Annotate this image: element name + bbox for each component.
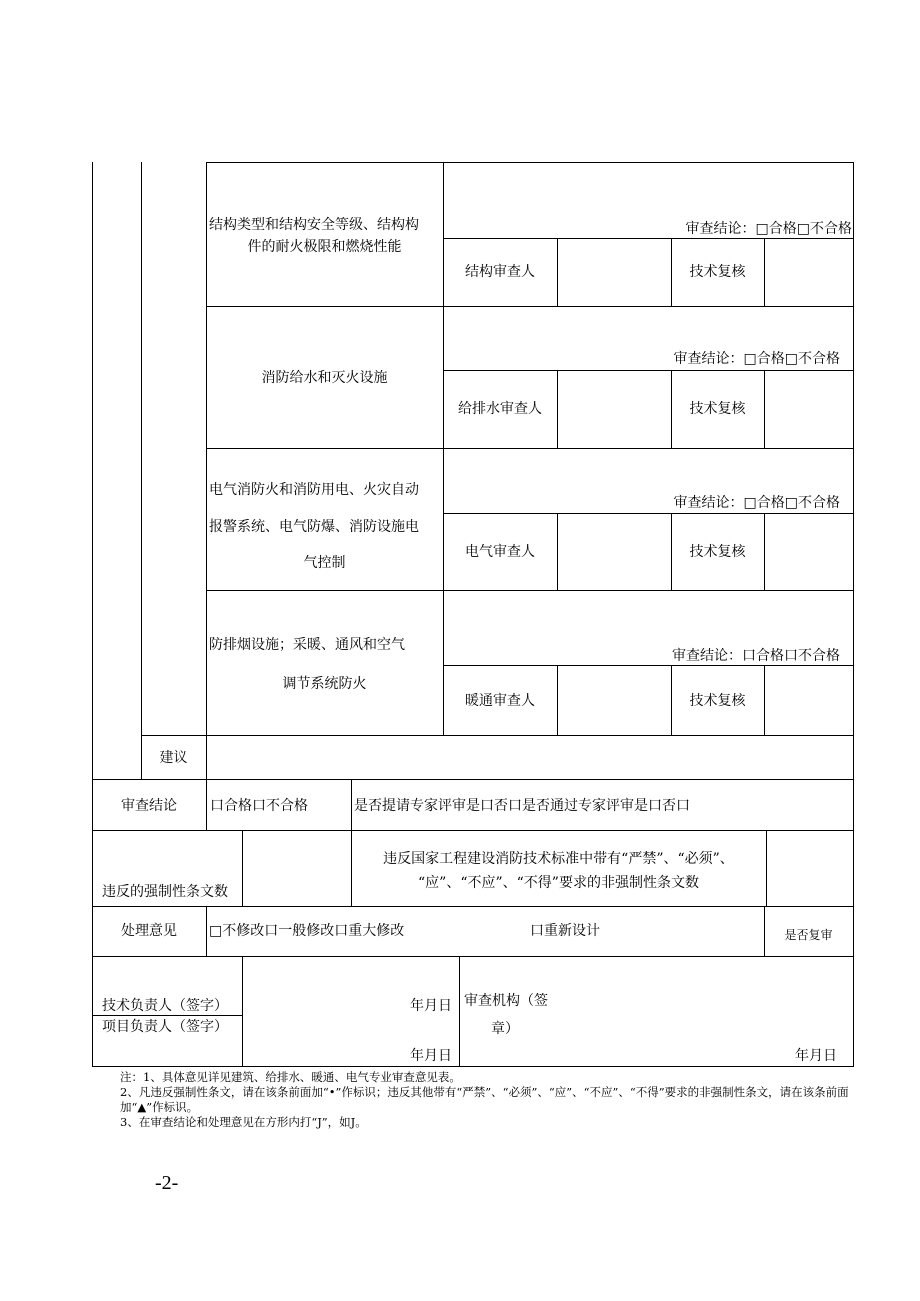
item-label: 消防给水和灭火设施 <box>261 370 388 386</box>
reviewer-label: 电气审查人 <box>465 544 535 560</box>
expert-review-options[interactable]: 是否提请专家评审是口否口是否通过专家评审是口否口 <box>354 798 690 814</box>
mandatory-violations-label: 违反的强制性条文数 <box>102 884 228 900</box>
tech-lead-signature-label: 技术负责人（签字） <box>102 998 228 1014</box>
item-label: 报警系统、电气防爆、消防设施电 <box>209 519 419 535</box>
note-item: 2、凡违反强制性条文，请在该条前面加“•”作标识；违反其他带有“严禁”、“必须”、“应”、“不应”、“不得”要求的非强制性条文，请在该条前面加“▲”作标识。 <box>120 1085 849 1114</box>
conclusion-text[interactable]: 审查结论：口合格口不合格 <box>672 648 840 664</box>
agency-seal-label: 审查机构（签 <box>464 993 548 1009</box>
note-item: 注：1、具体意见详见建筑、给排水、暖通、电气专业审查意见表。 <box>120 1070 461 1084</box>
agency-seal-label: 章） <box>491 1021 519 1037</box>
agency-date: 年月日 <box>795 1048 837 1064</box>
conclusion-text[interactable]: 审查结论：□合格□不合格 <box>685 221 852 237</box>
tech-check-label: 技术复核 <box>689 264 746 280</box>
notes <box>120 1070 850 1130</box>
reviewer-label: 给排水审查人 <box>458 401 542 417</box>
conclusion-text[interactable]: 审查结论：□合格□不合格 <box>673 495 840 511</box>
review-conclusion-options[interactable]: 口合格口不合格 <box>210 798 308 814</box>
reviewer-label: 结构审查人 <box>465 264 535 280</box>
conclusion-text[interactable]: 审查结论：□合格□不合格 <box>673 351 840 367</box>
tech-check-label: 技术复核 <box>689 544 746 560</box>
item-label: 防排烟设施；采暖、通风和空气 <box>209 637 405 653</box>
tech-check-label: 技术复核 <box>689 693 746 709</box>
item-label: 气控制 <box>303 555 346 571</box>
page-number: -2- <box>155 1172 179 1194</box>
recheck-label: 是否复审 <box>784 928 833 942</box>
project-lead-date: 年月日 <box>410 1048 452 1064</box>
suggestion-label: 建议 <box>159 750 188 766</box>
redesign-option[interactable]: 口重新设计 <box>530 923 600 939</box>
handling-label: 处理意见 <box>121 923 177 939</box>
tech-lead-date: 年月日 <box>410 998 452 1014</box>
nonmandatory-violations-text: “应”、“不应”、“不得”要求的非强制性条文数 <box>418 875 699 891</box>
item-label: 件的耐火极限和燃烧性能 <box>247 239 402 255</box>
item-label: 结构类型和结构安全等级、结构构 <box>209 217 419 233</box>
project-lead-signature-label: 项目负责人（签字） <box>102 1019 228 1035</box>
handling-options[interactable]: □不修改口一般修改口重大修改 <box>209 923 405 939</box>
reviewer-label: 暖通审查人 <box>465 693 535 709</box>
review-conclusion-label: 审查结论 <box>121 798 177 814</box>
tech-check-label: 技术复核 <box>689 401 746 417</box>
item-label: 调节系统防火 <box>282 676 367 692</box>
item-label: 电气消防火和消防用电、火灾自动 <box>209 482 419 498</box>
nonmandatory-violations-text: 违反国家工程建设消防技术标准中带有“严禁”、“必须”、 <box>383 851 734 867</box>
note-item: 3、在审查结论和处理意见在方形内打“J”，如J。 <box>120 1115 367 1129</box>
